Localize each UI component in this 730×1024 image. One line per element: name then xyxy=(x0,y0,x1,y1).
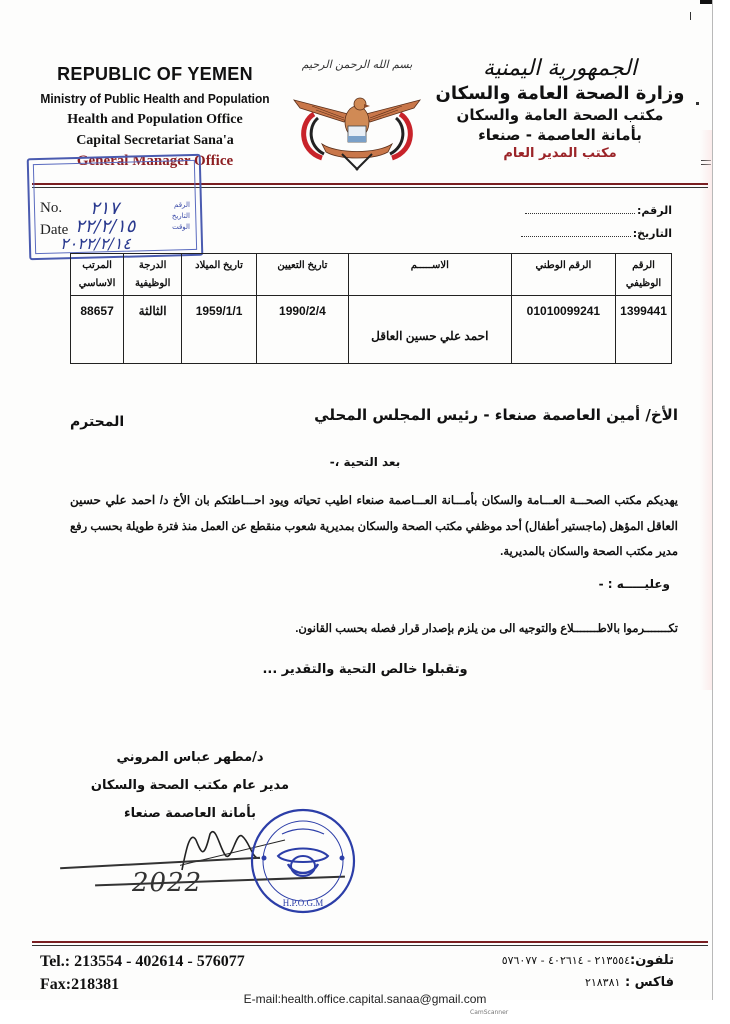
letterhead-secretariat-ar: بأمانة العاصمة - صنعاء xyxy=(478,126,642,144)
stamp-label-number: الرقم xyxy=(174,201,190,209)
scan-corner-mark xyxy=(700,0,712,4)
letterhead-republic-ar: الجمهورية اليمنية xyxy=(482,56,638,81)
stamp-no-label: No. xyxy=(40,200,63,216)
cell-employee-id: 1399441 xyxy=(616,296,672,364)
instruction-line: تكـــــــرموا بالاطـــــــلاع والتوجيه الى من يلزم بإصدار قرار فصله بحسب القانون. xyxy=(295,623,678,635)
cell-appointment-date: 1990/2/4 xyxy=(256,296,348,364)
letterhead-ministry-en: Ministry of Public Health and Population xyxy=(40,91,270,106)
letterhead-office-en: Health and Population Office xyxy=(67,112,243,127)
reference-date-label: التاريخ: xyxy=(632,227,672,240)
col-grade: الدرجة الوظيفية xyxy=(124,254,182,296)
col-appointment-date: تاريخ التعيين xyxy=(256,254,348,296)
col-basic-salary: المرتب الاساسي xyxy=(71,254,124,296)
dotted-line xyxy=(521,227,631,237)
cell-grade: الثالثة xyxy=(124,296,182,364)
footer-tel-ar xyxy=(502,950,674,972)
scanner-watermark: CamScanner xyxy=(470,1009,509,1016)
greeting: بعد التحية ،- xyxy=(329,455,401,469)
footer-fax-en: Fax:218381 xyxy=(40,976,120,993)
letterhead-office-ar: مكتب الصحة العامة والسكان xyxy=(456,106,664,124)
body-part-1: يهديكم مكتب الصحـــة العـــامة والسكان بأمـــانة العـــاصمة صنعاء اطيب تحياته ويود احـــاطتكم بان الأخ xyxy=(172,495,678,507)
footer-tel-ar-numbers: ٢١٣٥٥٤ - ٤٠٢٦١٤ - ٥٧٦٠٧٧ xyxy=(501,954,630,967)
footer-contact-ar xyxy=(502,950,674,994)
col-name: الاســـــم xyxy=(348,254,511,296)
employee-table xyxy=(70,253,672,364)
yemen-eagle-emblem-icon xyxy=(292,92,422,172)
footer-divider-black xyxy=(32,945,708,946)
stamp-label-date: التاريخ xyxy=(171,212,190,220)
seal-text: H.P.O.G.M xyxy=(282,898,324,908)
addressee: الأخ/ أمين العاصمة صنعاء - رئيس المجلس المحلي xyxy=(314,406,678,424)
footer-email: E-mail:health.office.capital.sanaa@gmail.com xyxy=(243,992,487,1006)
footer-fax-ar-label: فاكس : xyxy=(624,975,674,990)
cell-basic-salary: 88657 xyxy=(71,296,124,364)
stamp-arabic-labels xyxy=(150,200,190,233)
stamp-date-label: Date xyxy=(40,222,69,238)
reference-number-label: الرقم: xyxy=(637,204,672,217)
col-national-id: الرقم الوطني xyxy=(511,254,615,296)
table-row xyxy=(71,296,672,364)
scan-mark xyxy=(696,102,699,105)
stamp-no-handwritten: ٢١٧ xyxy=(90,198,120,219)
stamp-label-time: الوقت xyxy=(172,223,190,231)
body-part-2: المؤهل (ماجستير أطفال) أحد موظفي مكتب الصحة والسكان بمديرية شعوب منقطع عن العمل منذ فترة طويلة بحسب رفع مدير مكتب الصحة والسكان بالمديرية. xyxy=(70,521,678,558)
signatory-name: د/مطهر عباس المروني xyxy=(116,750,264,765)
scan-mark xyxy=(690,12,691,20)
letterhead-department-en: General Manager Office xyxy=(76,153,234,169)
footer-fax-ar xyxy=(502,972,674,994)
whereas-heading: وعليـــــه : - xyxy=(598,577,670,591)
page-edge xyxy=(712,0,713,1000)
body-employee-name: د/ احمد علي حسين العاقل xyxy=(70,493,679,533)
letterhead-ministry-ar: وزارة الصحة العامة والسكان xyxy=(435,83,685,104)
official-seal-icon xyxy=(248,806,358,916)
col-birth-date: تاريخ الميلاد xyxy=(182,254,257,296)
footer-tel-ar-label: تلفون: xyxy=(630,953,674,968)
stamp-extra-handwritten: ٢٠٢٢/٢/١٤ xyxy=(60,234,131,253)
closing-line: وتقبلوا خالص التحية والتقدير ... xyxy=(262,662,468,677)
stamp-date-handwritten: ٢٢/٢/١٥ xyxy=(75,216,136,237)
letterhead-title-en: REPUBLIC OF YEMEN xyxy=(57,64,253,84)
letterhead-department-ar: مكتب المدير العام xyxy=(503,146,617,161)
signatory-title: مدير عام مكتب الصحة والسكان xyxy=(90,778,290,793)
footer-fax-ar-number: ٢١٨٣٨١ xyxy=(584,976,621,989)
cell-birth-date: 1959/1/1 xyxy=(182,296,257,364)
reference-date-field xyxy=(521,227,672,240)
bismillah: بسم الله الرحمن الرحيم xyxy=(301,58,413,71)
letterhead-secretariat-en: Capital Secretariat Sana'a xyxy=(76,133,234,148)
page-edge-shadow xyxy=(700,130,712,690)
honorific: المحترم xyxy=(70,414,125,430)
footer-contact-en xyxy=(40,950,245,996)
addressee-line xyxy=(70,406,678,430)
col-employee-id: الرقم الوظيفي xyxy=(616,254,672,296)
dotted-line xyxy=(525,204,635,214)
letter-body xyxy=(70,488,678,565)
cell-national-id: 01010099241 xyxy=(511,296,615,364)
arabic-letterhead xyxy=(430,56,690,161)
handwritten-year: 2022 xyxy=(132,868,203,898)
signatory-location: بأمانة العاصمة صنعاء xyxy=(124,806,256,821)
cell-name: احمد علي حسين العاقل xyxy=(348,296,511,364)
reference-number-field xyxy=(525,204,672,217)
footer-divider-red xyxy=(32,941,708,943)
table-header-row xyxy=(71,254,672,296)
footer-tel-en: Tel.: 213554 - 402614 - 576077 xyxy=(40,953,245,970)
